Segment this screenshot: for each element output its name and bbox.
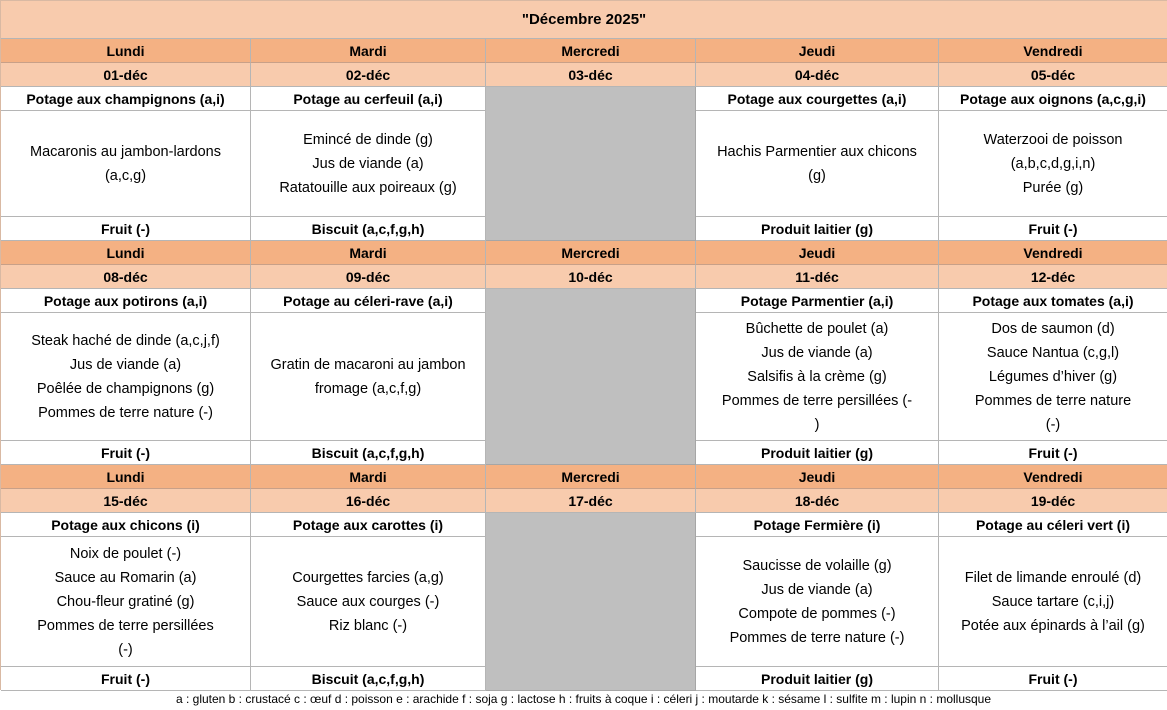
dish-line: Potée aux épinards à l’ail (g) [961, 617, 1145, 634]
day-header: Vendredi [939, 39, 1167, 63]
dish-line: Jus de viande (a) [761, 581, 873, 598]
day-header: Lundi [1, 39, 251, 63]
soup-cell: Potage Fermière (i) [696, 513, 939, 537]
menu-title: "Décembre 2025" [1, 1, 1167, 39]
dish-line: (a,c,g) [104, 167, 147, 184]
dish-line: Filet de limande enroulé (d) [964, 569, 1142, 586]
date-header: 16-déc [251, 489, 486, 513]
dish-line: Légumes d’hiver (g) [988, 368, 1118, 385]
main-dish-cell [696, 537, 939, 667]
dish-line: Pommes de terre nature (-) [729, 629, 905, 646]
dish-line: Pommes de terre nature [974, 392, 1132, 409]
date-header: 08-déc [1, 265, 251, 289]
dish-line: fromage (a,c,f,g) [314, 380, 422, 397]
date-header: 12-déc [939, 265, 1167, 289]
dish-line: Saucisse de volaille (g) [742, 557, 892, 574]
date-header: 09-déc [251, 265, 486, 289]
dish-line: Sauce tartare (c,i,j) [991, 593, 1115, 610]
dish-line: Pommes de terre persillées (- [721, 392, 913, 409]
soup-cell: Potage au cerfeuil (a,i) [251, 87, 486, 111]
soup-cell: Potage aux oignons (a,c,g,i) [939, 87, 1167, 111]
main-dish-cell [251, 537, 486, 667]
main-dish-cell [1, 537, 251, 667]
allergen-legend: a : gluten b : crustacé c : œuf d : poisson e : arachide f : soja g : lactose h : fruits à coque i : céleri j : moutarde k : sésame l : sulfite m : lupin n : mollusque [175, 692, 992, 706]
day-header: Mercredi [486, 465, 696, 489]
day-header: Mardi [251, 241, 486, 265]
main-dish-cell [696, 111, 939, 217]
soup-cell: Potage au céleri vert (i) [939, 513, 1167, 537]
dish-line: (-) [118, 641, 133, 658]
closed-day-cell [486, 87, 696, 241]
dish-line: Salsifis à la crème (g) [747, 368, 887, 385]
main-dish-cell [251, 313, 486, 441]
dish-line: Jus de viande (a) [761, 344, 873, 361]
dessert-cell: Fruit (-) [939, 217, 1167, 241]
dish-line: Pommes de terre persillées [37, 617, 214, 634]
date-header: 02-déc [251, 63, 486, 87]
soup-cell: Potage aux chicons (i) [1, 513, 251, 537]
dish-line: Bûchette de poulet (a) [745, 320, 889, 337]
day-header: Mardi [251, 39, 486, 63]
dish-line: Chou-fleur gratiné (g) [56, 593, 195, 610]
day-header: Vendredi [939, 241, 1167, 265]
dessert-cell: Produit laitier (g) [696, 217, 939, 241]
dish-line: Purée (g) [1022, 179, 1084, 196]
dessert-cell: Fruit (-) [1, 217, 251, 241]
main-dish-cell [1, 111, 251, 217]
dessert-cell: Biscuit (a,c,f,g,h) [251, 217, 486, 241]
dish-line: Sauce Nantua (c,g,l) [986, 344, 1120, 361]
soup-cell: Potage aux tomates (a,i) [939, 289, 1167, 313]
main-dish-cell [696, 313, 939, 441]
day-header: Mercredi [486, 241, 696, 265]
dessert-cell: Biscuit (a,c,f,g,h) [251, 667, 486, 691]
dish-line: Pommes de terre nature (-) [38, 404, 213, 421]
day-header: Jeudi [696, 39, 939, 63]
day-header: Mercredi [486, 39, 696, 63]
dish-line: Macaronis au jambon-lardons [29, 143, 221, 160]
dish-line: Jus de viande (a) [69, 356, 182, 373]
dish-line: Riz blanc (-) [328, 617, 408, 634]
day-header: Jeudi [696, 241, 939, 265]
dish-line: Waterzooi de poisson [983, 131, 1123, 148]
dish-line: Hachis Parmentier aux chicons [717, 143, 917, 160]
main-dish-cell [251, 111, 486, 217]
main-dish-cell [939, 313, 1167, 441]
soup-cell: Potage aux courgettes (a,i) [696, 87, 939, 111]
dish-line: (g) [808, 167, 826, 184]
day-header: Vendredi [939, 465, 1167, 489]
dish-line: Jus de viande (a) [312, 155, 424, 172]
date-header: 19-déc [939, 489, 1167, 513]
date-header: 04-déc [696, 63, 939, 87]
dish-line: Dos de saumon (d) [991, 320, 1115, 337]
dish-line: Emincé de dinde (g) [303, 131, 433, 148]
soup-cell: Potage au céleri-rave (a,i) [251, 289, 486, 313]
dish-line: (a,b,c,d,g,i,n) [1010, 155, 1096, 172]
main-dish-cell [1, 313, 251, 441]
dish-line: Ratatouille aux poireaux (g) [279, 179, 457, 196]
dish-line: Steak haché de dinde (a,c,j,f) [31, 332, 220, 349]
main-dish-cell [939, 111, 1167, 217]
day-header: Mardi [251, 465, 486, 489]
closed-day-cell [486, 289, 696, 465]
date-header: 01-déc [1, 63, 251, 87]
date-header: 17-déc [486, 489, 696, 513]
day-header: Lundi [1, 465, 251, 489]
dish-line: Courgettes farcies (a,g) [292, 569, 444, 586]
dessert-cell: Produit laitier (g) [696, 441, 939, 465]
dish-line: Compote de pommes (-) [738, 605, 896, 622]
dish-line: Sauce au Romarin (a) [54, 569, 197, 586]
date-header: 05-déc [939, 63, 1167, 87]
dish-line: Noix de poulet (-) [69, 545, 182, 562]
dessert-cell: Biscuit (a,c,f,g,h) [251, 441, 486, 465]
dish-line: Poêlée de champignons (g) [36, 380, 215, 397]
date-header: 11-déc [696, 265, 939, 289]
dessert-cell: Fruit (-) [939, 441, 1167, 465]
soup-cell: Potage aux carottes (i) [251, 513, 486, 537]
day-header: Jeudi [696, 465, 939, 489]
day-header: Lundi [1, 241, 251, 265]
dessert-cell: Produit laitier (g) [696, 667, 939, 691]
date-header: 10-déc [486, 265, 696, 289]
date-header: 15-déc [1, 489, 251, 513]
dessert-cell: Fruit (-) [1, 441, 251, 465]
soup-cell: Potage Parmentier (a,i) [696, 289, 939, 313]
dish-line: Sauce aux courges (-) [296, 593, 440, 610]
dish-line: ) [814, 416, 820, 433]
dessert-cell: Fruit (-) [939, 667, 1167, 691]
dessert-cell: Fruit (-) [1, 667, 251, 691]
date-header: 18-déc [696, 489, 939, 513]
dish-line: (-) [1045, 416, 1061, 433]
dish-line: Gratin de macaroni au jambon [270, 356, 466, 373]
soup-cell: Potage aux champignons (a,i) [1, 87, 251, 111]
main-dish-cell [939, 537, 1167, 667]
closed-day-cell [486, 513, 696, 691]
date-header: 03-déc [486, 63, 696, 87]
soup-cell: Potage aux potirons (a,i) [1, 289, 251, 313]
